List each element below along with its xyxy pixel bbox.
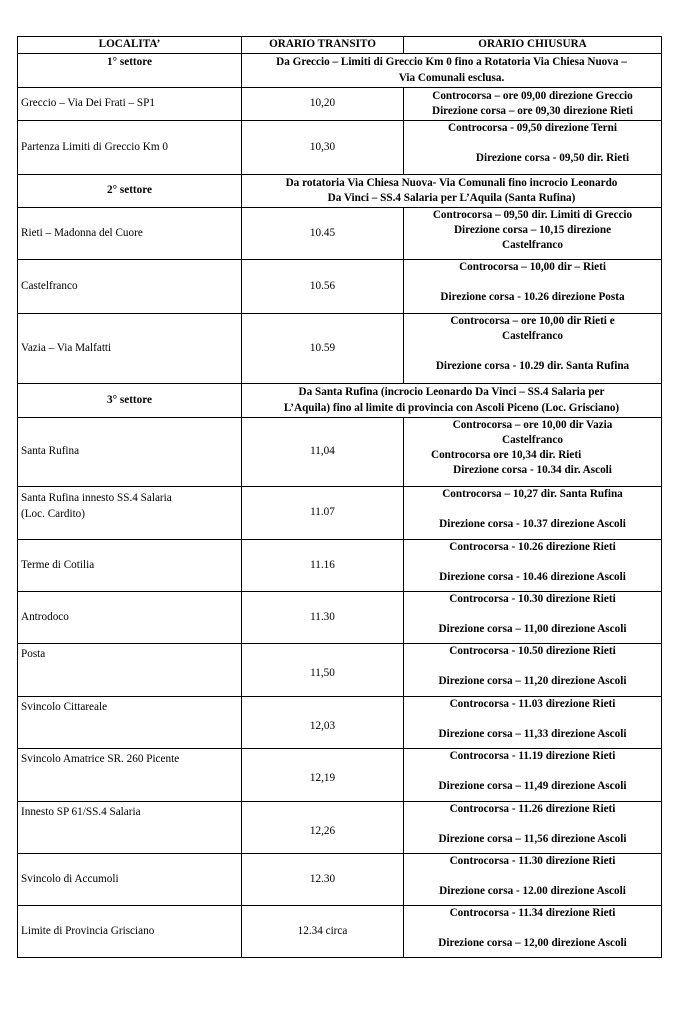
closure-line: Controcorsa - 11.30 direzione Rieti bbox=[449, 855, 616, 867]
closure-line: Castelfranco bbox=[502, 330, 563, 342]
transit-time-cell: 11,04 bbox=[242, 418, 404, 487]
transit-time-cell: 10.56 bbox=[242, 260, 404, 314]
table-row bbox=[18, 749, 662, 802]
location-cell: Innesto SP 61/SS.4 Salaria bbox=[18, 802, 242, 854]
closure-time-cell bbox=[404, 644, 662, 697]
closure-line: Controcorsa - 11.19 direzione Rieti bbox=[449, 750, 616, 762]
table-row bbox=[18, 697, 662, 749]
closure-time-cell bbox=[404, 121, 662, 175]
sector-description bbox=[242, 175, 662, 208]
transit-time-cell: 12.34 circa bbox=[242, 906, 404, 958]
transit-time-cell: 11.30 bbox=[242, 592, 404, 644]
closure-line: Controcorsa – 10,00 dir – Rieti bbox=[459, 261, 606, 273]
closure-line: Controcorsa - 09,50 direzione Terni bbox=[448, 122, 617, 134]
closure-line: Direzione corsa - 10.46 direzione Ascoli bbox=[439, 571, 626, 583]
closure-time-cell bbox=[404, 749, 662, 802]
location-cell: Svincolo Cittareale bbox=[18, 697, 242, 749]
table-row bbox=[18, 88, 662, 121]
table-row bbox=[18, 487, 662, 540]
transit-time-cell: 10.45 bbox=[242, 208, 404, 260]
header-orario-chiusura: ORARIO CHIUSURA bbox=[404, 37, 662, 54]
closure-line: Controcorsa - 11.03 direzione Rieti bbox=[449, 698, 616, 710]
closure-line: Castelfranco bbox=[502, 239, 563, 251]
table-row bbox=[18, 802, 662, 854]
closure-line: Direzione corsa – 10,15 direzione bbox=[453, 224, 612, 236]
closure-line: Direzione corsa - 10.26 direzione Posta bbox=[440, 291, 625, 303]
location-cell: Vazia – Via Malfatti bbox=[18, 314, 242, 384]
sector-name: 1° settore bbox=[18, 54, 242, 88]
closure-line: Direzione corsa – 11,33 direzione Ascoli bbox=[438, 728, 627, 740]
closure-time-cell bbox=[404, 260, 662, 314]
sector-description-line: Via Comunali esclusa. bbox=[398, 71, 505, 84]
location-cell: Posta bbox=[18, 644, 242, 697]
table-row bbox=[18, 644, 662, 697]
sector-name: 2° settore bbox=[18, 175, 242, 208]
closure-line: Direzione corsa - 10.37 direzione Ascoli bbox=[439, 518, 626, 530]
location-cell bbox=[18, 487, 242, 540]
transit-time-cell: 12,19 bbox=[242, 749, 404, 802]
table-row bbox=[18, 418, 662, 487]
schedule-document bbox=[17, 36, 661, 958]
closure-schedule-table bbox=[17, 36, 662, 958]
location-cell: Santa Rufina bbox=[18, 418, 242, 487]
closure-line: Direzione corsa – 11,00 direzione Ascoli bbox=[438, 623, 627, 635]
closure-line: Controcorsa - 10.50 direzione Rieti bbox=[449, 645, 616, 657]
closure-time-cell bbox=[404, 592, 662, 644]
location-cell: Castelfranco bbox=[18, 260, 242, 314]
location-cell: Svincolo Amatrice SR. 260 Picente bbox=[18, 749, 242, 802]
closure-time-cell bbox=[404, 540, 662, 592]
closure-line: Castelfranco bbox=[502, 434, 563, 446]
location-cell: Rieti – Madonna del Cuore bbox=[18, 208, 242, 260]
sector-name: 3° settore bbox=[18, 384, 242, 418]
closure-line: Controcorsa - 10.26 direzione Rieti bbox=[449, 541, 616, 553]
transit-time-cell: 11.07 bbox=[242, 487, 404, 540]
closure-time-cell bbox=[404, 88, 662, 121]
closure-line: Direzione corsa - 10.29 dir. Santa Rufina bbox=[435, 360, 630, 372]
location-cell: Svincolo di Accumoli bbox=[18, 854, 242, 906]
table-row bbox=[18, 540, 662, 592]
table-row bbox=[18, 906, 662, 958]
sector-description-line: Da Santa Rufina (incrocio Leonardo Da Vinci – SS.4 Salaria per bbox=[298, 386, 605, 398]
sector-row bbox=[18, 175, 662, 208]
closure-time-cell bbox=[404, 418, 662, 487]
closure-time-cell bbox=[404, 314, 662, 384]
sector-description bbox=[242, 54, 662, 88]
transit-time-cell: 10,20 bbox=[242, 88, 404, 121]
closure-time-cell bbox=[404, 802, 662, 854]
transit-time-cell: 12.30 bbox=[242, 854, 404, 906]
location-line: (Loc. Cardito) bbox=[21, 507, 85, 520]
closure-time-cell bbox=[404, 487, 662, 540]
table-row bbox=[18, 260, 662, 314]
sector-description bbox=[242, 384, 662, 418]
closure-line: Controcorsa - 10.30 direzione Rieti bbox=[449, 593, 616, 605]
closure-line: Direzione corsa - 09,50 dir. Rieti bbox=[475, 152, 630, 164]
transit-time-cell: 11,50 bbox=[242, 644, 404, 697]
transit-time-cell: 11.16 bbox=[242, 540, 404, 592]
closure-time-cell bbox=[404, 854, 662, 906]
table-row bbox=[18, 592, 662, 644]
location-cell: Limite di Provincia Grisciano bbox=[18, 906, 242, 958]
table-row bbox=[18, 854, 662, 906]
transit-time-cell: 10.59 bbox=[242, 314, 404, 384]
closure-line: Controcorsa - 11.26 direzione Rieti bbox=[449, 803, 616, 815]
sector-description-line: Da Greccio – Limiti di Greccio Km 0 fino a Rotatoria Via Chiesa Nuova – bbox=[276, 56, 627, 68]
closure-line: Controcorsa – 10,27 dir. Santa Rufina bbox=[442, 488, 623, 500]
header-row bbox=[18, 37, 662, 54]
closure-line: Direzione corsa – ore 09,30 direzione Rieti bbox=[431, 105, 633, 117]
table-row bbox=[18, 314, 662, 384]
location-line: Santa Rufina innesto SS.4 Salaria bbox=[21, 492, 172, 504]
closure-line: Controcorsa – 09,50 dir. Limiti di Greccio bbox=[432, 209, 633, 221]
table-row bbox=[18, 121, 662, 175]
closure-time-cell bbox=[404, 208, 662, 260]
closure-line: Controcorsa - 11.34 direzione Rieti bbox=[449, 907, 616, 919]
closure-line: Controcorsa – ore 09,00 direzione Greccio bbox=[432, 90, 633, 102]
closure-line: Direzione corsa – 12,00 direzione Ascoli bbox=[438, 937, 627, 949]
closure-line: Direzione corsa - 10.34 dir. Ascoli bbox=[453, 464, 612, 476]
sector-description-line: L’Aquila) fino al limite di provincia con Ascoli Piceno (Loc. Grisciano) bbox=[283, 401, 620, 414]
closure-time-cell bbox=[404, 906, 662, 958]
table-row bbox=[18, 208, 662, 260]
transit-time-cell: 12,26 bbox=[242, 802, 404, 854]
closure-line: Direzione corsa - 12.00 direzione Ascoli bbox=[439, 885, 626, 897]
header-localita: LOCALITA’ bbox=[18, 37, 242, 54]
header-orario-transito: ORARIO TRANSITO bbox=[242, 37, 404, 54]
transit-time-cell: 10,30 bbox=[242, 121, 404, 175]
transit-time-cell: 12,03 bbox=[242, 697, 404, 749]
sector-row bbox=[18, 384, 662, 418]
sector-description-line: Da Vinci – SS.4 Salaria per L’Aquila (Santa Rufina) bbox=[327, 192, 576, 204]
closure-line: Controcorsa – ore 10,00 dir Vazia bbox=[452, 419, 613, 431]
closure-line: Controcorsa ore 10,34 dir. Rieti bbox=[431, 449, 582, 461]
closure-time-cell bbox=[404, 697, 662, 749]
sector-row bbox=[18, 54, 662, 88]
location-cell: Antrodoco bbox=[18, 592, 242, 644]
sector-description-line: Da rotatoria Via Chiesa Nuova- Via Comunali fino incrocio Leonardo bbox=[285, 176, 618, 189]
closure-line: Direzione corsa – 11,49 direzione Ascoli bbox=[438, 780, 627, 792]
location-cell: Terme di Cotilia bbox=[18, 540, 242, 592]
location-cell: Greccio – Via Dei Frati – SP1 bbox=[18, 88, 242, 121]
closure-line: Direzione corsa – 11,56 direzione Ascoli bbox=[438, 833, 627, 845]
closure-line: Direzione corsa – 11,20 direzione Ascoli bbox=[438, 675, 627, 687]
closure-line: Controcorsa – ore 10,00 dir Rieti e bbox=[450, 315, 615, 327]
location-cell: Partenza Limiti di Greccio Km 0 bbox=[18, 121, 242, 175]
